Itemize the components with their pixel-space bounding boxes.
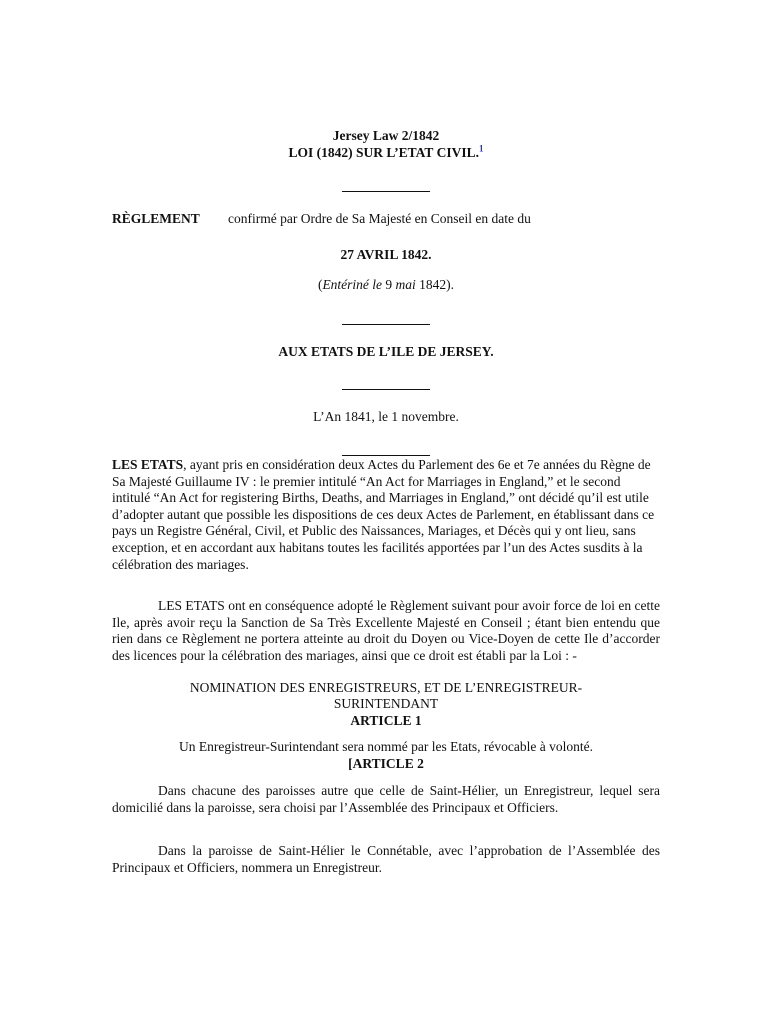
address-heading: AUX ETATS DE L’ILE DE JERSEY.: [278, 344, 494, 359]
preamble-body: , ayant pris en considération deux Actes du Parlement des 6e et 7e années du Règne de Sa Majesté Guillaume IV : le premier intitulé “An Act for Marriages in England,” et le second intitulé “An Act for registering Births, Deaths, and Marriages in England,” ont décidé qu’il est utile d’adopter autant que possible les dispositions de ces deux Actes de Parlement, en établissant dans ce pays un Registre Général, Civil, et Public des Naissances, Mariages, et Décès qui y ont lieu, sans exception, et en accordant aux habitans toutes les facilités apportées par l’un des Actes susdits à la célébration des mariages.: [112, 457, 655, 572]
preamble-paragraph: [112, 457, 660, 573]
section-heading-line1: NOMINATION DES ENREGISTREURS, ET DE L’ENREGISTREUR-: [189, 680, 583, 695]
law-number: Jersey Law 2/1842: [332, 128, 440, 143]
separator-rule: [342, 455, 430, 456]
article-2-heading: [ARTICLE 2: [348, 756, 424, 771]
enterine-day: 9: [382, 277, 396, 292]
enterine-month: mai: [395, 277, 416, 292]
article-2-paragraph-1: Dans chacune des paroisses autre que celle de Saint-Hélier, un Enregistreur, lequel sera domicilié dans la paroisse, sera choisi par l’Assemblée des Principaux et Officiers.: [112, 783, 660, 815]
article-1-heading: ARTICLE 1: [350, 713, 422, 728]
reglement-text: confirmé par Ordre de Sa Majesté en Conseil en date du: [228, 211, 531, 226]
article-1-text: Un Enregistreur-Surintendant sera nommé par les Etats, révocable à volonté.: [179, 739, 593, 754]
separator-rule: [342, 389, 430, 390]
consequence-paragraph: LES ETATS ont en conséquence adopté le Règlement suivant pour avoir force de loi en cette Ile, après avoir reçu la Sanction de Sa Très Excellente Majesté en Conseil ; étant bien entendu que rien dans ce Règlement ne portera atteinte au droit du Doyen ou Vice-Doyen de cette Ile d’accorder des licences pour la célébration des mariages, ainsi que ce droit est établi par la Loi : -: [112, 598, 660, 663]
section-heading-line2: SURINTENDANT: [333, 696, 439, 711]
law-title: [112, 145, 660, 161]
separator-rule: [342, 191, 430, 192]
separator-rule: [342, 324, 430, 325]
reglement-date: 27 AVRIL 1842.: [340, 247, 432, 262]
enterine-open: (: [317, 277, 323, 292]
law-title-text: LOI (1842) SUR L’ETAT CIVIL.: [288, 145, 479, 160]
enterine-line: [112, 277, 660, 293]
reglement-label: RÈGLEMENT: [112, 211, 200, 226]
reglement-line: [112, 211, 660, 227]
article-2-paragraph-2: Dans la paroisse de Saint-Hélier le Connétable, avec l’approbation de l’Assemblée des Principaux et Officiers, nommera un Enregistreur.: [112, 843, 660, 875]
footnote-link[interactable]: 1: [478, 143, 484, 154]
enterine-italic: Entériné le: [322, 277, 383, 292]
dateline: L’An 1841, le 1 novembre.: [313, 409, 459, 424]
enterine-rest: 1842).: [415, 277, 455, 292]
preamble-lead: LES ETATS: [112, 457, 184, 472]
